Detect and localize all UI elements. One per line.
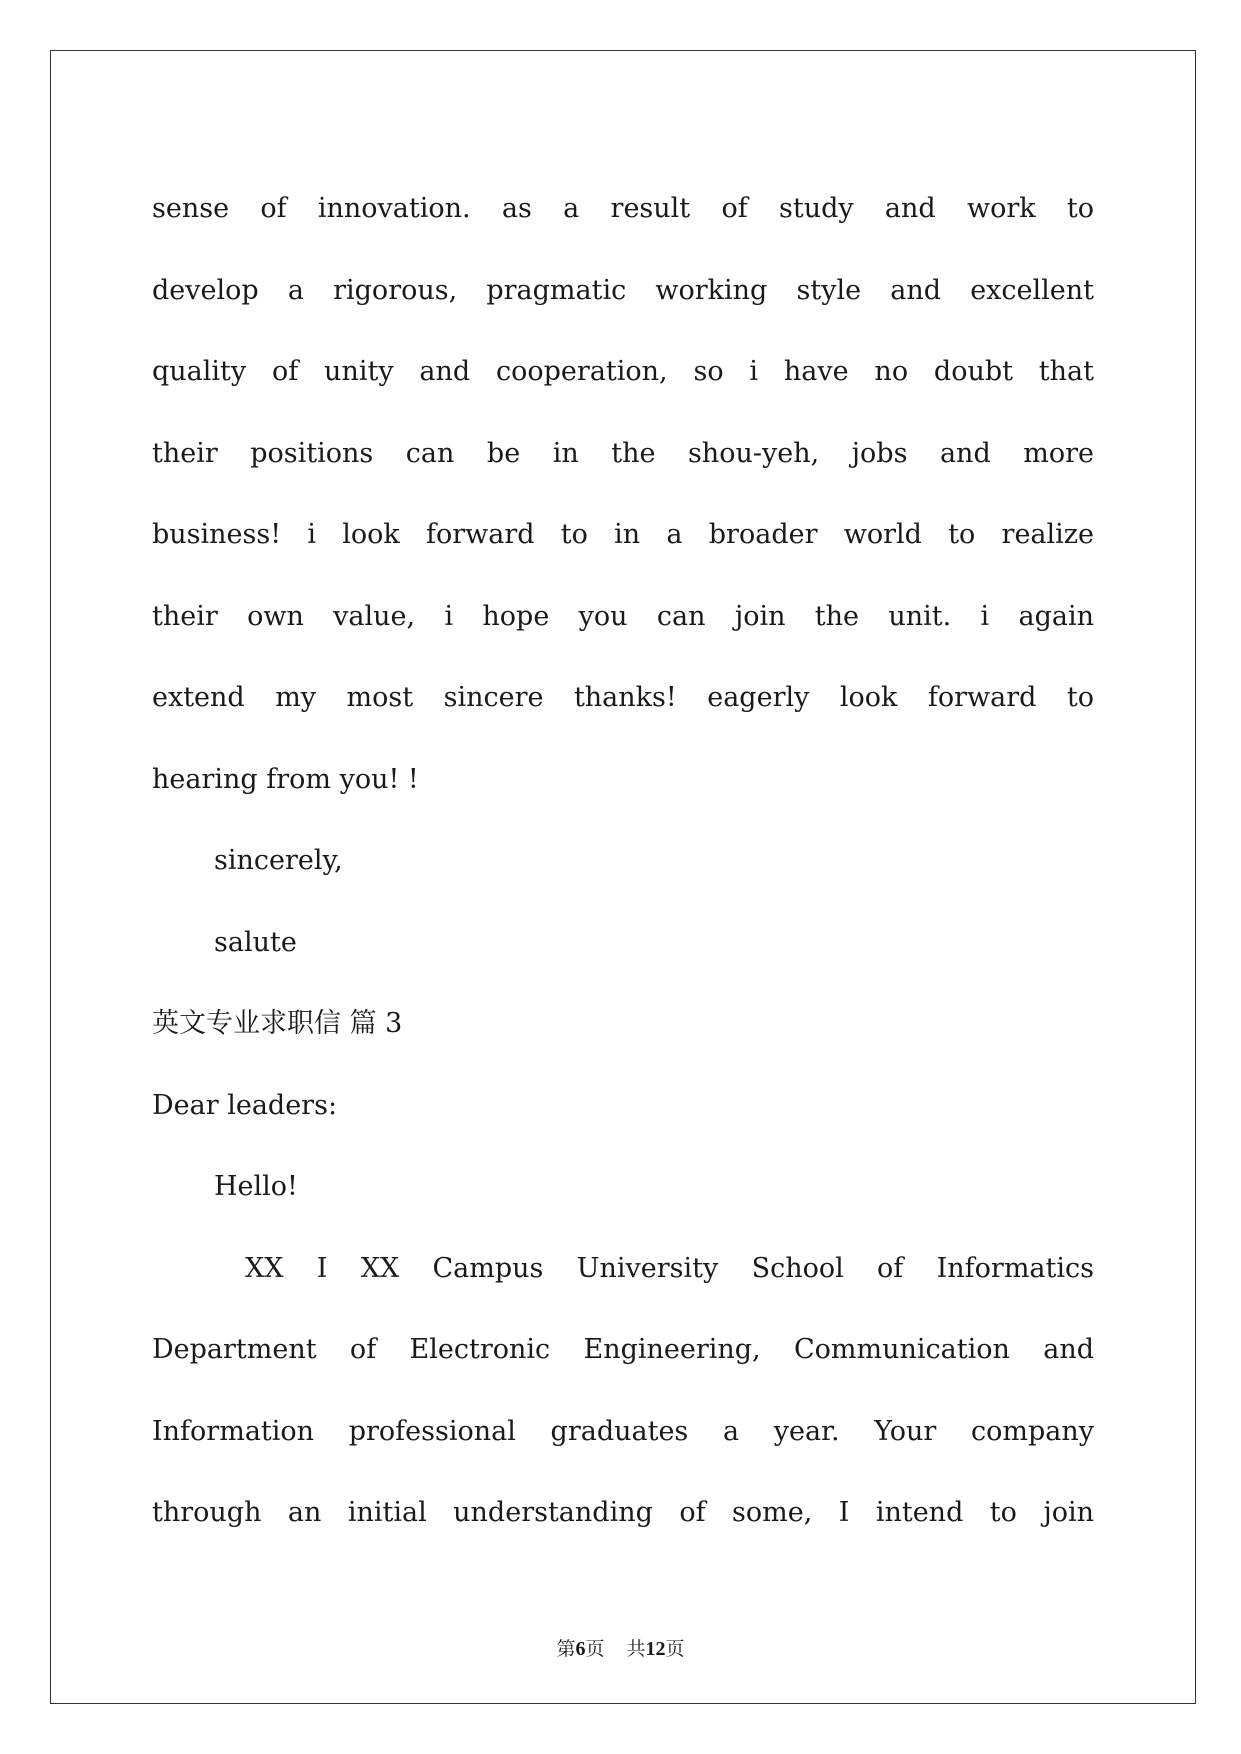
body-line: hearing from you! !	[152, 763, 419, 795]
body-line: sense of innovation. as a result of study and work to	[152, 193, 1094, 224]
body-line: extend my most sincere thanks! eagerly look forward to	[152, 682, 1094, 713]
total-pages: 12	[645, 1638, 666, 1660]
body-line: their own value, i hope you can join the unit. i again	[152, 600, 1094, 632]
total-label-prefix: 共	[626, 1638, 646, 1660]
page-number: 6	[575, 1638, 586, 1660]
page-label-prefix: 第	[556, 1638, 576, 1660]
salute-text: salute	[214, 926, 297, 958]
paragraph-line: Information professional graduates a year. Your company	[152, 1415, 1094, 1447]
paragraph-line: through an initial understanding of some, I intend to join	[152, 1497, 1094, 1528]
total-label-suffix: 页	[665, 1638, 685, 1660]
paragraph-line: XX I XX Campus University School of Informatics	[245, 1252, 1094, 1284]
body-line: develop a rigorous, pragmatic working style and excellent	[152, 274, 1094, 306]
section-heading: 英文专业求职信 篇 3	[152, 1008, 403, 1039]
body-line: business! i look forward to in a broader world to realize	[152, 519, 1094, 550]
page-label-suffix: 页	[585, 1638, 605, 1660]
closing-text: sincerely,	[214, 845, 343, 876]
body-line: their positions can be in the shou-yeh, jobs and more	[152, 437, 1094, 469]
hello-text: Hello!	[214, 1171, 298, 1202]
greeting-text: Dear leaders:	[152, 1089, 338, 1121]
page-footer	[0, 1634, 1241, 1661]
body-line: quality of unity and cooperation, so i have no doubt that	[152, 356, 1094, 387]
document-body	[152, 168, 1094, 1554]
paragraph-line: Department of Electronic Engineering, Communication and	[152, 1334, 1094, 1365]
